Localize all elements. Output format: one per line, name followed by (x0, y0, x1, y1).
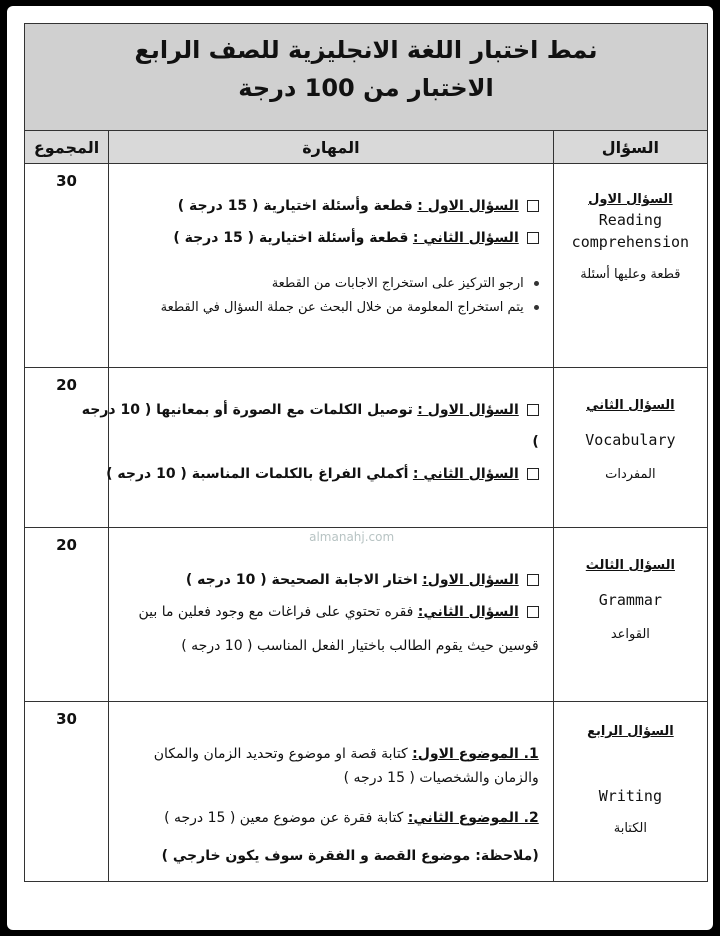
bullet-icon (534, 281, 539, 286)
list-item: السؤال الثاني : أكملي الفراغ بالكلمات المناسبة ( 10 درجه ) (119, 466, 539, 482)
row-total: 20 (25, 528, 109, 702)
table-row (25, 702, 708, 882)
list-item: السؤال الثاني: فقره تحتوي على فراغات مع وجود فعلين ما بين (119, 604, 539, 620)
question-english: Writing (598, 787, 662, 805)
skill-cell (109, 702, 554, 882)
question-title: السؤال الرابع (587, 724, 674, 739)
question-english: Vocabulary (585, 431, 676, 449)
question-arabic: المفردات (605, 467, 656, 482)
list-item: السؤال الثاني : قطعة وأسئلة اختيارية ( 15 درجة ) (119, 230, 539, 246)
list-item-continuation: قوسين حيث يقوم الطالب باختيار الفعل المناسب ( 10 درجه ) (181, 638, 539, 654)
list-item: 2. الموضوع الثاني: كتابة فقرة عن موضوع معين ( 15 درجه ) (164, 810, 539, 826)
title-header (24, 23, 708, 131)
question-title: السؤال الثاني (586, 398, 675, 413)
title-line-1: نمط اختبار اللغة الانجليزية للصف الرابع (134, 36, 598, 64)
question-arabic: قطعة وعليها أسئلة (580, 267, 681, 282)
question-cell (553, 164, 707, 368)
watermark: almanahj.com (309, 530, 395, 544)
checkbox-icon (527, 574, 539, 586)
list-item: السؤال الاول : قطعة وأسئلة اختيارية ( 15 درجة ) (119, 198, 539, 214)
bullet-icon (534, 305, 539, 310)
question-title: السؤال الثالث (585, 558, 675, 573)
question-cell (553, 528, 707, 702)
title-line-2: الاختبار من 100 درجة (238, 74, 494, 102)
row-total: 30 (25, 164, 109, 368)
question-cell (553, 702, 707, 882)
question-title: السؤال الاول (588, 192, 673, 207)
skill-cell (109, 528, 554, 702)
list-item-continuation: والزمان والشخصيات ( 15 درجه ) (343, 770, 539, 786)
question-cell (553, 368, 707, 528)
table-header-row (25, 131, 708, 164)
exam-structure-table (24, 130, 708, 882)
list-item: السؤال الاول: اختار الاجابة الصحيحة ( 10 درجه ) (119, 572, 539, 588)
question-english: Reading comprehension (571, 211, 690, 251)
checkbox-icon (527, 232, 539, 244)
row-total: 20 (25, 368, 109, 528)
question-arabic: القواعد (610, 627, 650, 642)
row-total: 30 (25, 702, 109, 882)
checkbox-icon (527, 606, 539, 618)
exam-sheet (7, 6, 713, 930)
question-english: Grammar (598, 591, 662, 609)
column-header-total: المجموع (25, 131, 109, 164)
question-arabic: الكتابة (613, 821, 647, 836)
checkbox-icon (527, 404, 539, 416)
list-item: السؤال الاول : توصيل الكلمات مع الصورة أو بمعانيها ( 10 درجه (119, 402, 539, 418)
skill-cell (81, 368, 554, 528)
list-item-continuation: ) (532, 434, 539, 450)
skill-cell (109, 164, 554, 368)
checkbox-icon (527, 468, 539, 480)
column-header-question: السؤال (553, 131, 707, 164)
list-item: 1. الموضوع الاول: كتابة قصة او موضوع وتحديد الزمان والمكان (153, 746, 539, 762)
checkbox-icon (527, 200, 539, 212)
table-row (25, 164, 708, 368)
list-item: يتم استخراج المعلومة من خلال البحث عن جملة السؤال في القطعة (119, 300, 539, 315)
note-text: (ملاحظة: موضوع القصة و الفقرة سوف يكون خارجي ) (161, 848, 539, 864)
table-row (25, 368, 708, 528)
table-row (25, 528, 708, 702)
column-header-skill: المهارة (109, 131, 554, 164)
list-item: ارجو التركيز على استخراج الاجابات من القطعة (119, 276, 539, 291)
